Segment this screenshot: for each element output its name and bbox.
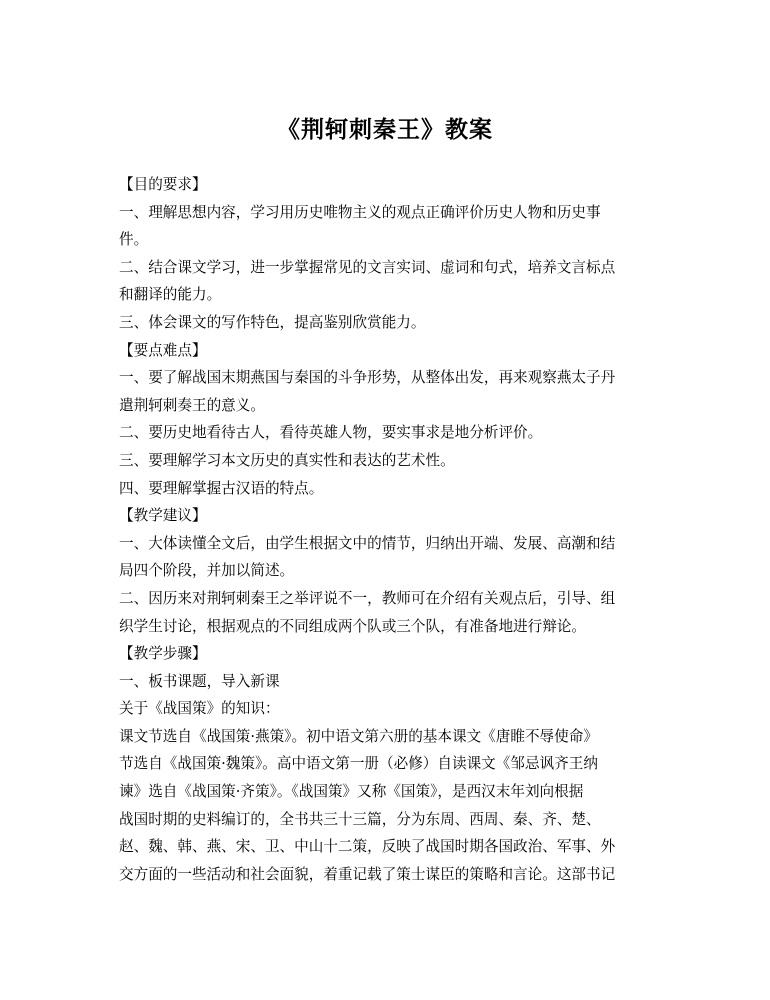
paragraph-line: 局四个阶段，并加以简述。	[119, 562, 295, 580]
paragraph-line: 战国时期的史料编订的，全书共三十三篇，分为东周、西周、秦、齐、楚、	[119, 810, 601, 828]
paragraph-line: 交方面的一些活动和社会面貌，着重记载了策士谋臣的策略和言论。这部书记	[119, 865, 616, 883]
heading-teaching-steps: 【教学步骤】	[119, 645, 207, 663]
paragraph-line: 二、因历来对荆轲刺秦王之举评说不一，教师可在介绍有关观点后，引导、组	[119, 589, 616, 607]
heading-key-points: 【要点难点】	[119, 341, 207, 359]
document-body	[119, 171, 654, 888]
paragraph-line: 一、要了解战国末期燕国与秦国的斗争形势，从整体出发，再来观察燕太子丹	[119, 369, 616, 387]
heading-teaching-suggestions: 【教学建议】	[119, 507, 207, 525]
paragraph-line: 课文节选自《战国策·燕策》。初中语文第六册的基本课文《唐睢不辱使命》	[119, 727, 598, 745]
paragraph-line: 关于《战国策》的知识：	[119, 700, 280, 718]
heading-goals: 【目的要求】	[119, 176, 207, 193]
paragraph-line: 谏》选自《战国策·齐策》。《战国策》又称《国策》，是西汉末年刘向根据	[119, 783, 584, 801]
paragraph-line: 三、要理解学习本文历史的真实性和表达的艺术性。	[119, 451, 455, 469]
paragraph-line: 二、结合课文学习，进一步掌握常见的文言实词、虚词和句式，培养文言标点	[119, 258, 616, 276]
paragraph-line: 遣荆轲刺奏王的意义。	[119, 396, 265, 414]
paragraph-line: 件。	[119, 231, 149, 249]
document-title: 《荆轲刺秦王》教案	[277, 116, 493, 143]
paragraph-line: 二、要历史地看待古人，看待英雄人物，要实事求是地分析评价。	[119, 424, 543, 442]
paragraph-line: 和翻译的能力。	[119, 286, 222, 304]
paragraph-line: 三、体会课文的写作特色，提高鉴别欣赏能力。	[119, 313, 426, 331]
paragraph-line: 织学生讨论，根据观点的不同组成两个队或三个队，有准备地进行辩论。	[119, 617, 587, 635]
paragraph-line: 一、大体读懂全文后，由学生根据文中的情节，归纳出开端、发展、高潮和结	[119, 534, 616, 552]
paragraph-line: 四、要理解掌握古汉语的特点。	[119, 479, 324, 497]
paragraph-line: 节选自《战国策·魏策》。高中语文第一册（必修）自读课文《邹忌讽齐王纳	[119, 755, 598, 773]
paragraph-line: 一、板书课题，导入新课	[119, 672, 280, 690]
paragraph-line: 一、理解思想内容，学习用历史唯物主义的观点正确评价历史人物和历史事	[119, 203, 601, 221]
paragraph-line: 赵、魏、韩、燕、宋、卫、中山十二策，反映了战国时期各国政治、军事、外	[119, 838, 616, 856]
